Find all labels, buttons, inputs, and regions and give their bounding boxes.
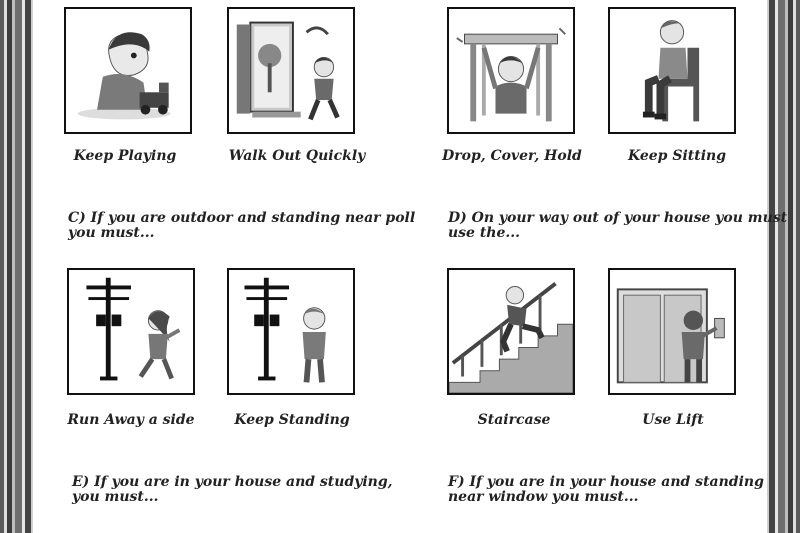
child-playing-toy-train-icon (66, 9, 190, 132)
option-label-run-away-a-side: Run Away a side (67, 412, 195, 428)
option-label-keep-playing: Keep Playing (73, 148, 177, 164)
option-card-use-lift[interactable] (608, 268, 736, 395)
question-c-line1: C) If you are outdoor and standing near poll (68, 210, 416, 226)
option-card-walk-out-quickly[interactable] (227, 7, 355, 134)
option-card-staircase[interactable] (447, 268, 575, 395)
child-walking-out-door-icon (229, 9, 353, 132)
question-f-line1: F) If you are in your house and standing (448, 474, 764, 490)
option-label-drop-cover-hold: Drop, Cover, Hold (442, 148, 582, 164)
question-e-line1: E) If you are in your house and studying, (72, 474, 393, 490)
option-card-keep-playing[interactable] (64, 7, 192, 134)
right-decorative-border (767, 0, 800, 533)
option-card-drop-cover-hold[interactable] (447, 7, 575, 134)
option-label-keep-standing: Keep Standing (234, 412, 350, 428)
question-d (448, 211, 787, 241)
person-at-lift-icon (610, 270, 734, 393)
option-label-keep-sitting: Keep Sitting (628, 148, 726, 164)
question-d-line1: D) On your way out of your house you must (448, 210, 788, 226)
question-c (68, 211, 415, 241)
question-f (448, 475, 764, 505)
question-f-line2: near window you must... (448, 489, 639, 505)
left-decorative-border (0, 0, 33, 533)
option-label-walk-out-quickly: Walk Out Quickly (228, 148, 366, 164)
question-d-line2: use the... (448, 225, 521, 241)
option-card-run-away-a-side[interactable] (67, 268, 195, 395)
boy-standing-near-pole-icon (229, 270, 353, 393)
option-label-use-lift: Use Lift (642, 412, 704, 428)
person-climbing-stairs-icon (449, 270, 573, 393)
option-card-keep-sitting[interactable] (608, 7, 736, 134)
question-e-line2: you must... (72, 489, 159, 505)
question-e (72, 475, 393, 505)
question-c-line2: you must... (68, 225, 155, 241)
child-under-table-icon (449, 9, 573, 132)
option-label-staircase: Staircase (477, 412, 551, 428)
girl-running-from-pole-icon (69, 270, 193, 393)
option-card-keep-standing[interactable] (227, 268, 355, 395)
boy-sitting-chair-icon (610, 9, 734, 132)
